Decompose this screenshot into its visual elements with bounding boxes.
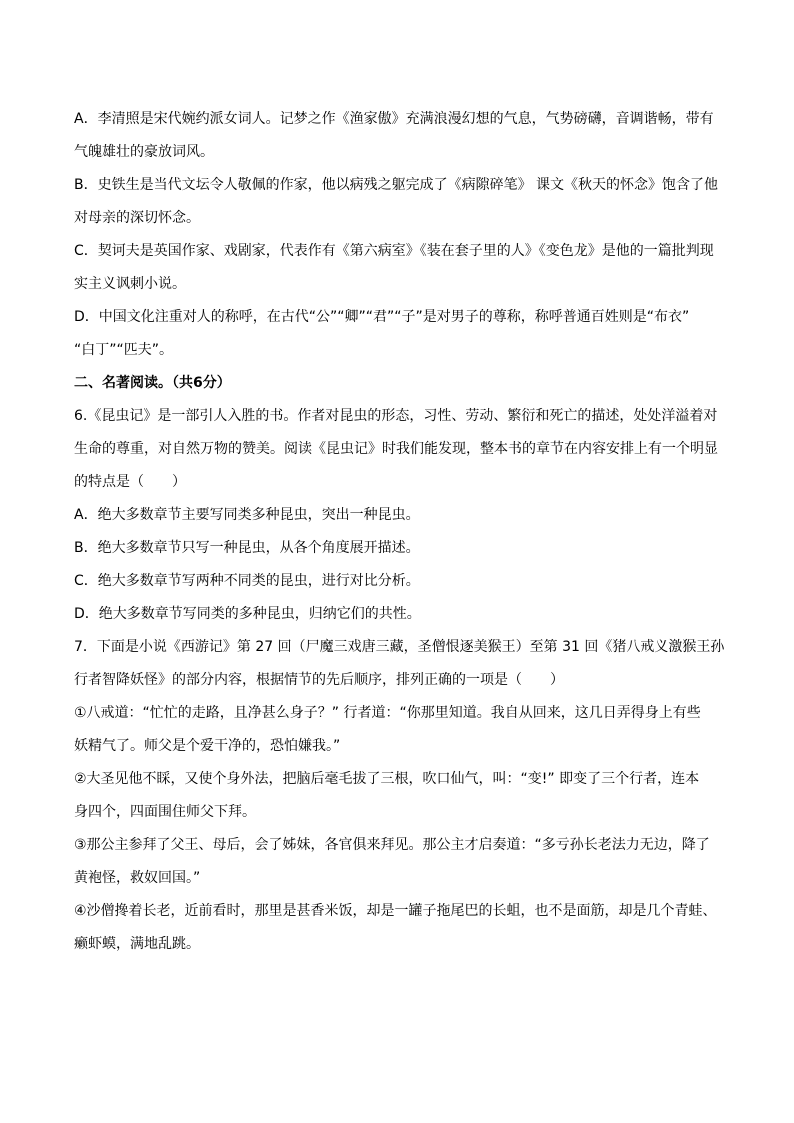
- text-line: ②大圣见他不睬，又使个身外法，把脑后毫毛拔了三根，吹口仙气，叫：“变!” 即变了三个行者，连本: [74, 771, 700, 787]
- option-d-prev: [74, 301, 734, 367]
- question-stem-line: 的特点是（ ）: [74, 474, 186, 490]
- text-line: ③那公主参拜了父王、母后，会了姊妹，各官俱来拜见。那公主才启奏道：“多亏孙长老法力无边，降了: [74, 837, 710, 853]
- text-line: A．李清照是宋代婉约派女词人。记梦之作《渔家傲》充满浪漫幻想的气息，气势磅礴，音调谐畅，带有: [74, 111, 714, 127]
- question-stem-line: 6.《昆虫记》是一部引人入胜的书。作者对昆虫的形态，习性、劳动、繁衍和死亡的描述，处处洋溢着对: [74, 408, 718, 424]
- answer-option-b: B．绝大多数章节只写一种昆虫，从各个角度展开描述。: [74, 540, 420, 556]
- text-line: ①八戒道：“忙忙的走路，且净甚么身子？” 行者道：“你那里知道。我自从回来，这几日弄得身上有些: [74, 705, 701, 721]
- question-stem-line: 行者智降妖怪》的部分内容，根据情节的先后顺序，排列正确的一项是（ ）: [74, 672, 564, 688]
- text-line: “白丁”“匹夫”。: [74, 342, 174, 358]
- answer-option-c: C．绝大多数章节写两种不同类的昆虫，进行对比分析。: [74, 573, 420, 589]
- option-a-prev: [74, 103, 734, 169]
- text-line: 实主义讽刺小说。: [74, 276, 186, 292]
- text-line: D．中国文化注重对人的称呼，在古代“公”“卿”“君”“子”是对男子的尊称，称呼普通百姓则是“布衣”: [74, 309, 690, 325]
- text-line: 癞虾蟆，满地乱跳。: [74, 936, 200, 952]
- text-line: 妖精气了。师父是个爱干净的，恐怕嫌我。”: [74, 738, 341, 754]
- text-line: 身四个，四面围住师父下拜。: [74, 804, 256, 820]
- plot-item-2: [74, 763, 734, 829]
- answer-option-a: A．绝大多数章节主要写同类多种昆虫，突出一种昆虫。: [74, 507, 420, 523]
- question-7: [74, 631, 734, 961]
- answer-option-d: D．绝大多数章节写同类的多种昆虫，归纳它们的共性。: [74, 606, 421, 622]
- text-line: ④沙僧搀着长老，近前看时，那里是甚香米饭，却是一罐子拖尾巴的长蛆，也不是面筋，却是几个青蛙、: [74, 903, 717, 919]
- document-page: [74, 103, 734, 961]
- plot-item-4: [74, 895, 734, 961]
- text-line: B．史铁生是当代文坛令人敬佩的作家，他以病残之躯完成了《病隙碎笔》 课文《秋天的怀念》饱含了他: [74, 177, 719, 193]
- plot-item-1: [74, 697, 734, 763]
- text-line: C．契诃夫是英国作家、戏剧家，代表作有《第六病室》《装在套子里的人》《变色龙》是他的一篇批判现: [74, 243, 714, 259]
- section-heading: 二、名著阅读。（共6分）: [74, 375, 231, 391]
- text-line: 气魄雄壮的豪放词风。: [74, 144, 214, 160]
- text-line: 黄袍怪，救奴回国。”: [74, 870, 201, 886]
- plot-item-3: [74, 829, 734, 895]
- option-b-prev: [74, 169, 734, 235]
- question-stem-line: 7．下面是小说《西游记》第 27 回（尸魔三戏唐三藏，圣僧恨逐美猴王）至第 31 回《猪八戒义激猴王孙: [74, 639, 725, 655]
- question-stem-line: 生命的尊重，对自然万物的赞美。阅读《昆虫记》时我们能发现，整本书的章节在内容安排上有一个明显: [74, 441, 718, 457]
- question-6: [74, 400, 734, 631]
- option-c-prev: [74, 235, 734, 301]
- text-line: 对母亲的深切怀念。: [74, 210, 200, 226]
